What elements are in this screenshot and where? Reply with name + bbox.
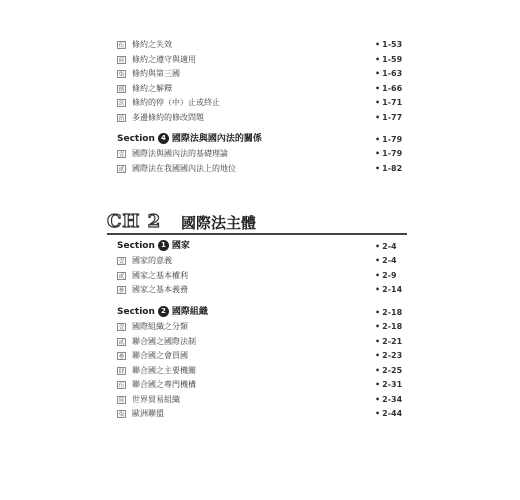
section-title: 國際法與國內法的關係 xyxy=(171,134,262,144)
toc-item-title: 聯合國之主要機關 xyxy=(132,365,196,375)
toc-item-title: 聯合國之國際法制 xyxy=(132,336,196,346)
toc-item-page: • 1-77 xyxy=(375,112,403,122)
section-label: Section 2 國際組織 xyxy=(117,307,208,317)
page-number: 2-34 xyxy=(382,394,403,404)
toc-item-title: 條約之解釋 xyxy=(132,83,172,93)
chapter-heading[interactable] xyxy=(107,211,407,235)
toc-item-page: • 1-59 xyxy=(375,54,403,64)
toc-item-title: 國際法在我國國內法上的地位 xyxy=(132,163,236,173)
item-number-box: 貳 xyxy=(118,273,125,280)
toc-row[interactable] xyxy=(117,269,407,284)
toc-row[interactable] xyxy=(117,335,407,350)
toc-item-title: 聯合國之會員國 xyxy=(132,351,188,360)
toc-item-title: 國家之基本義務 xyxy=(132,285,188,294)
page-number: 2-4 xyxy=(382,242,397,251)
toc-item-page: • 2-18 xyxy=(375,322,403,331)
toc-item-page: • 2-14 xyxy=(375,285,403,294)
item-number-box: 伍 xyxy=(118,43,125,49)
item-number-box: 捌 xyxy=(118,86,125,93)
toc-item-title: 國際組織之分類 xyxy=(132,322,188,331)
toc-section-4 xyxy=(117,132,407,176)
page-number: 2-21 xyxy=(382,336,403,346)
section-heading[interactable] xyxy=(117,305,407,320)
page-number: 2-4 xyxy=(382,256,397,265)
toc-item-page: • 1-66 xyxy=(375,83,403,93)
toc-item-title: 條約與第三國 xyxy=(132,69,180,78)
toc-item-page: • 1-82 xyxy=(375,163,403,173)
toc-row[interactable] xyxy=(117,162,407,177)
page-number: 1-63 xyxy=(382,69,403,78)
page-number: 1-79 xyxy=(382,149,403,158)
item-number-box: 參 xyxy=(118,288,125,294)
page-number: 1-71 xyxy=(382,98,403,107)
item-number-box: 壹 xyxy=(118,325,125,331)
page-number: 2-14 xyxy=(382,285,403,294)
item-number-box: 壹 xyxy=(118,259,125,265)
item-number-box: 柒 xyxy=(118,412,125,418)
section-number-badge: 1 xyxy=(158,240,169,251)
toc-row[interactable] xyxy=(117,96,407,111)
item-number-box: 肆 xyxy=(118,368,125,375)
page-number: 1-66 xyxy=(382,83,403,93)
page-number: 2-18 xyxy=(382,308,403,317)
page-number: 2-44 xyxy=(382,409,403,418)
toc-row[interactable] xyxy=(117,407,407,422)
section-label: Section 4 國際法與國內法的關係 xyxy=(117,134,262,144)
toc-item-page: • 2-31 xyxy=(375,380,403,389)
toc-item-page: • 2-18 xyxy=(375,308,403,317)
toc-item-title: 國家的意義 xyxy=(132,256,172,265)
item-number-box: 參 xyxy=(118,354,125,360)
page-number: 2-25 xyxy=(382,365,403,375)
toc-item-title: 聯合國之專門機構 xyxy=(132,380,196,389)
page-number: 1-77 xyxy=(382,112,403,122)
chapter-label: CH 2 xyxy=(107,211,162,232)
toc-item-title: 世界貿易組織 xyxy=(132,394,180,404)
chapter-divider xyxy=(107,233,407,235)
page-number: 1-53 xyxy=(382,40,403,49)
page-number: 1-59 xyxy=(382,54,403,64)
toc-row[interactable] xyxy=(117,82,407,97)
toc-item-title: 條約的停（中）止或終止 xyxy=(132,98,220,107)
toc-item-page: • 2-9 xyxy=(375,270,397,280)
toc-section-2 xyxy=(117,305,407,422)
toc-item-page: • 2-25 xyxy=(375,365,403,375)
section-heading[interactable] xyxy=(117,239,407,254)
item-number-box: 陸 xyxy=(118,397,125,404)
item-number-box: 壹 xyxy=(118,152,125,158)
section-number-badge: 4 xyxy=(158,133,169,144)
toc-item-page: • 2-23 xyxy=(375,351,403,360)
toc-item-title: 條約之遵守與適用 xyxy=(132,54,196,64)
section-number-badge: 2 xyxy=(158,306,169,317)
toc-item-page: • 1-79 xyxy=(375,149,403,158)
toc-row[interactable] xyxy=(117,53,407,68)
toc-row[interactable] xyxy=(117,283,407,298)
toc-row[interactable] xyxy=(117,67,407,82)
toc-item-title: 國家之基本權利 xyxy=(132,270,188,280)
toc-row[interactable] xyxy=(117,393,407,408)
page-number: 2-9 xyxy=(382,270,397,280)
toc-item-title: 條約之失效 xyxy=(132,40,172,49)
toc-item-title: 歐洲聯盟 xyxy=(132,409,164,418)
toc-item-page: • 2-4 xyxy=(375,242,397,251)
page-number: 2-23 xyxy=(382,351,403,360)
toc-item-page: • 1-79 xyxy=(375,135,403,144)
toc-item-title: 多邊條約的修改問題 xyxy=(132,112,204,122)
toc-row[interactable] xyxy=(117,254,407,269)
toc-item-page: • 1-63 xyxy=(375,69,403,78)
toc-row[interactable] xyxy=(117,349,407,364)
toc-item-page: • 2-21 xyxy=(375,336,403,346)
section-heading[interactable] xyxy=(117,132,407,147)
toc-row[interactable] xyxy=(117,111,407,126)
section-label: Section 1 國家 xyxy=(117,241,190,251)
toc-item-page: • 1-71 xyxy=(375,98,403,107)
toc-item-page: • 2-34 xyxy=(375,394,403,404)
chapter-title: 國際法主體 xyxy=(181,214,257,232)
page-number: 1-79 xyxy=(382,135,403,144)
section-title: 國際組織 xyxy=(171,307,208,317)
toc-item-page: • 1-53 xyxy=(375,40,403,49)
item-number-box: 貳 xyxy=(118,166,125,173)
item-number-box: 柒 xyxy=(118,72,125,78)
toc-item-page: • 2-44 xyxy=(375,409,403,418)
toc-item-page: • 2-4 xyxy=(375,256,397,265)
toc-row[interactable] xyxy=(117,147,407,162)
toc-row[interactable] xyxy=(117,38,407,53)
toc-section-1 xyxy=(117,239,407,298)
item-number-box: 玖 xyxy=(118,101,125,107)
page-number: 2-18 xyxy=(382,322,403,331)
item-number-box: 貳 xyxy=(118,339,125,346)
toc-top-items xyxy=(117,38,407,125)
toc-item-title: 國際法與國內法的基礎理論 xyxy=(132,149,228,158)
page-number: 2-31 xyxy=(382,380,403,389)
item-number-box: 拾 xyxy=(118,115,125,122)
page-number: 1-82 xyxy=(382,163,403,173)
item-number-box: 伍 xyxy=(118,383,125,389)
section-title: 國家 xyxy=(171,241,190,251)
toc-row[interactable] xyxy=(117,378,407,393)
toc-row[interactable] xyxy=(117,320,407,335)
toc-row[interactable] xyxy=(117,364,407,379)
item-number-box: 陸 xyxy=(118,57,125,64)
